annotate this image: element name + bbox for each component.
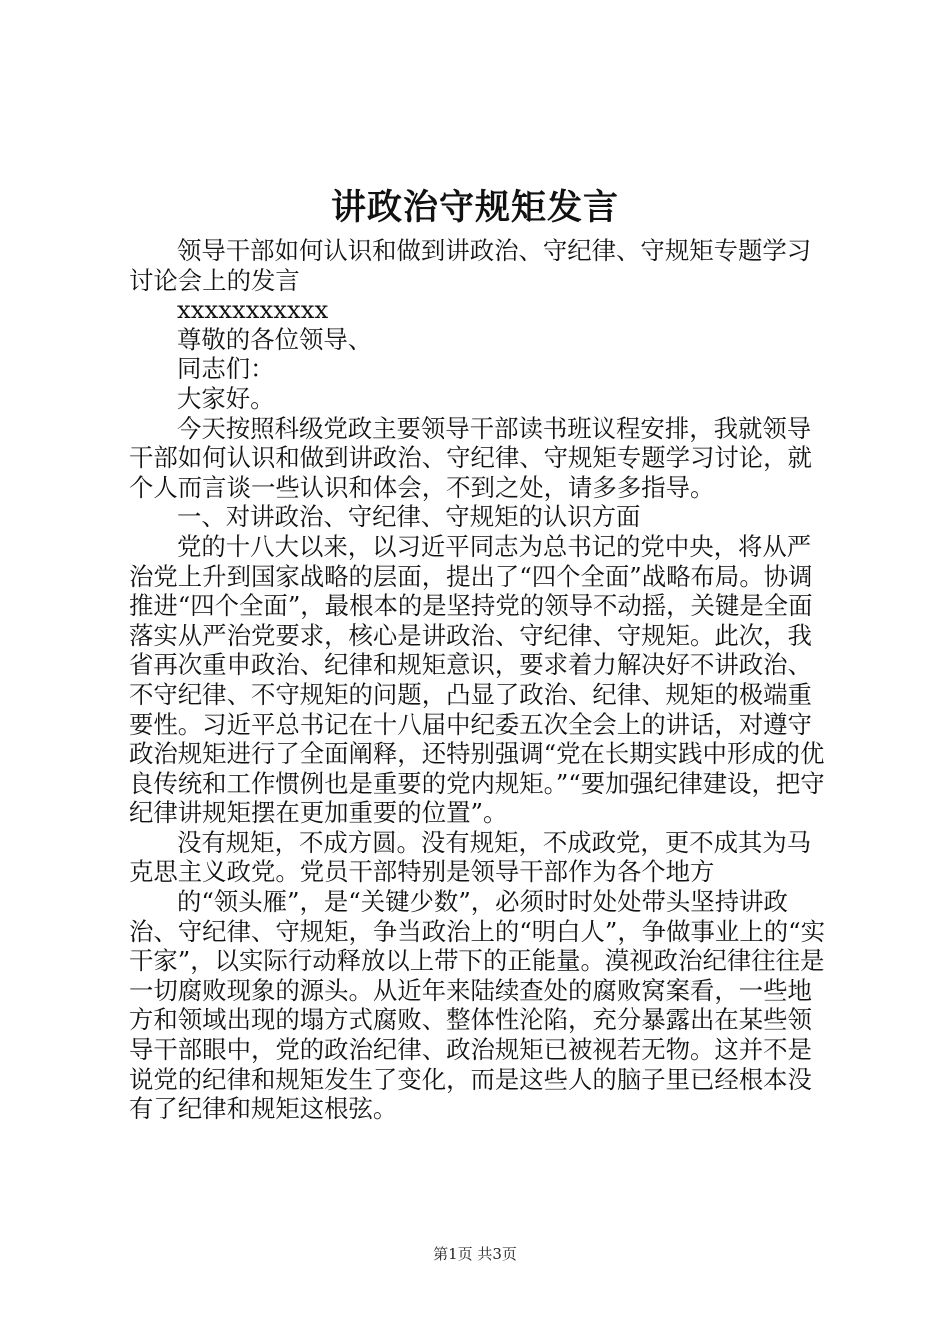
paragraph-subtitle: 领导干部如何认识和做到讲政治、守纪律、守规矩专题学习讨论会上的发言 — [129, 236, 812, 295]
paragraph-salutation-2: 同志们： — [177, 354, 275, 384]
paragraph-intro: 今天按照科级党政主要领导干部读书班议程安排，我就领导干部如何认识和做到讲政治、守纪律、守规矩专题学习讨论，就个人而言谈一些认识和体会，不到之处，请多多指导。 — [129, 413, 812, 502]
paragraph-body: 没有规矩，不成方圆。没有规矩，不成政党，更不成其为马克思主义政党。党员干部特别是领导干部作为各个地方 — [129, 827, 812, 887]
section-heading-1: 一、对讲政治、守纪律、守规矩的认识方面 — [177, 502, 641, 532]
paragraph-salutation: 尊敬的各位领导、 — [177, 324, 373, 354]
paragraph-greeting: 大家好。 — [177, 383, 275, 413]
paragraph-author: xxxxxxxxxxx — [177, 295, 329, 325]
document-body — [129, 236, 831, 1124]
page-footer: 第1页 共3页 — [433, 1245, 517, 1263]
paragraph-body: 的“领头雁”，是“关键少数”，必须时时处处带头坚持讲政治、守纪律、守规矩，争当政治上的“明白人”，争做事业上的“实干家”，以实际行动释放以上带下的正能量。漠视政治纪律往往是一切腐败现象的源头。从近年来陆续查处的腐败窝案看，一些地方和领域出现的塌方式腐败、整体性沦陷，充分暴露出在某些领导干部眼中，党的政治纪律、政治规矩已被视若无物。这并不是说党的纪律和规矩发生了变化，而是这些人的脑子里已经根本没有了纪律和规矩这根弦。 — [129, 887, 825, 1124]
paragraph-body: 党的十八大以来，以习近平同志为总书记的党中央，将从严治党上升到国家战略的层面，提出了“四个全面”战略布局。协调推进“四个全面”，最根本的是坚持党的领导不动摇，关键是全面落实从严治党要求，核心是讲政治、守纪律、守规矩。此次，我省再次重申政治、纪律和规矩意识，要求着力解决好不讲政治、不守纪律、不守规矩的问题，凸显了政治、纪律、规矩的极端重要性。习近平总书记在十八届中纪委五次全会上的讲话，对遵守政治规矩进行了全面阐释，还特别强调“党在长期实践中形成的优良传统和工作惯例也是重要的党内规矩。”“要加强纪律建设，把守纪律讲规矩摆在更加重要的位置”。 — [129, 531, 825, 828]
document-title: 讲政治守规矩发言 — [330, 187, 619, 228]
